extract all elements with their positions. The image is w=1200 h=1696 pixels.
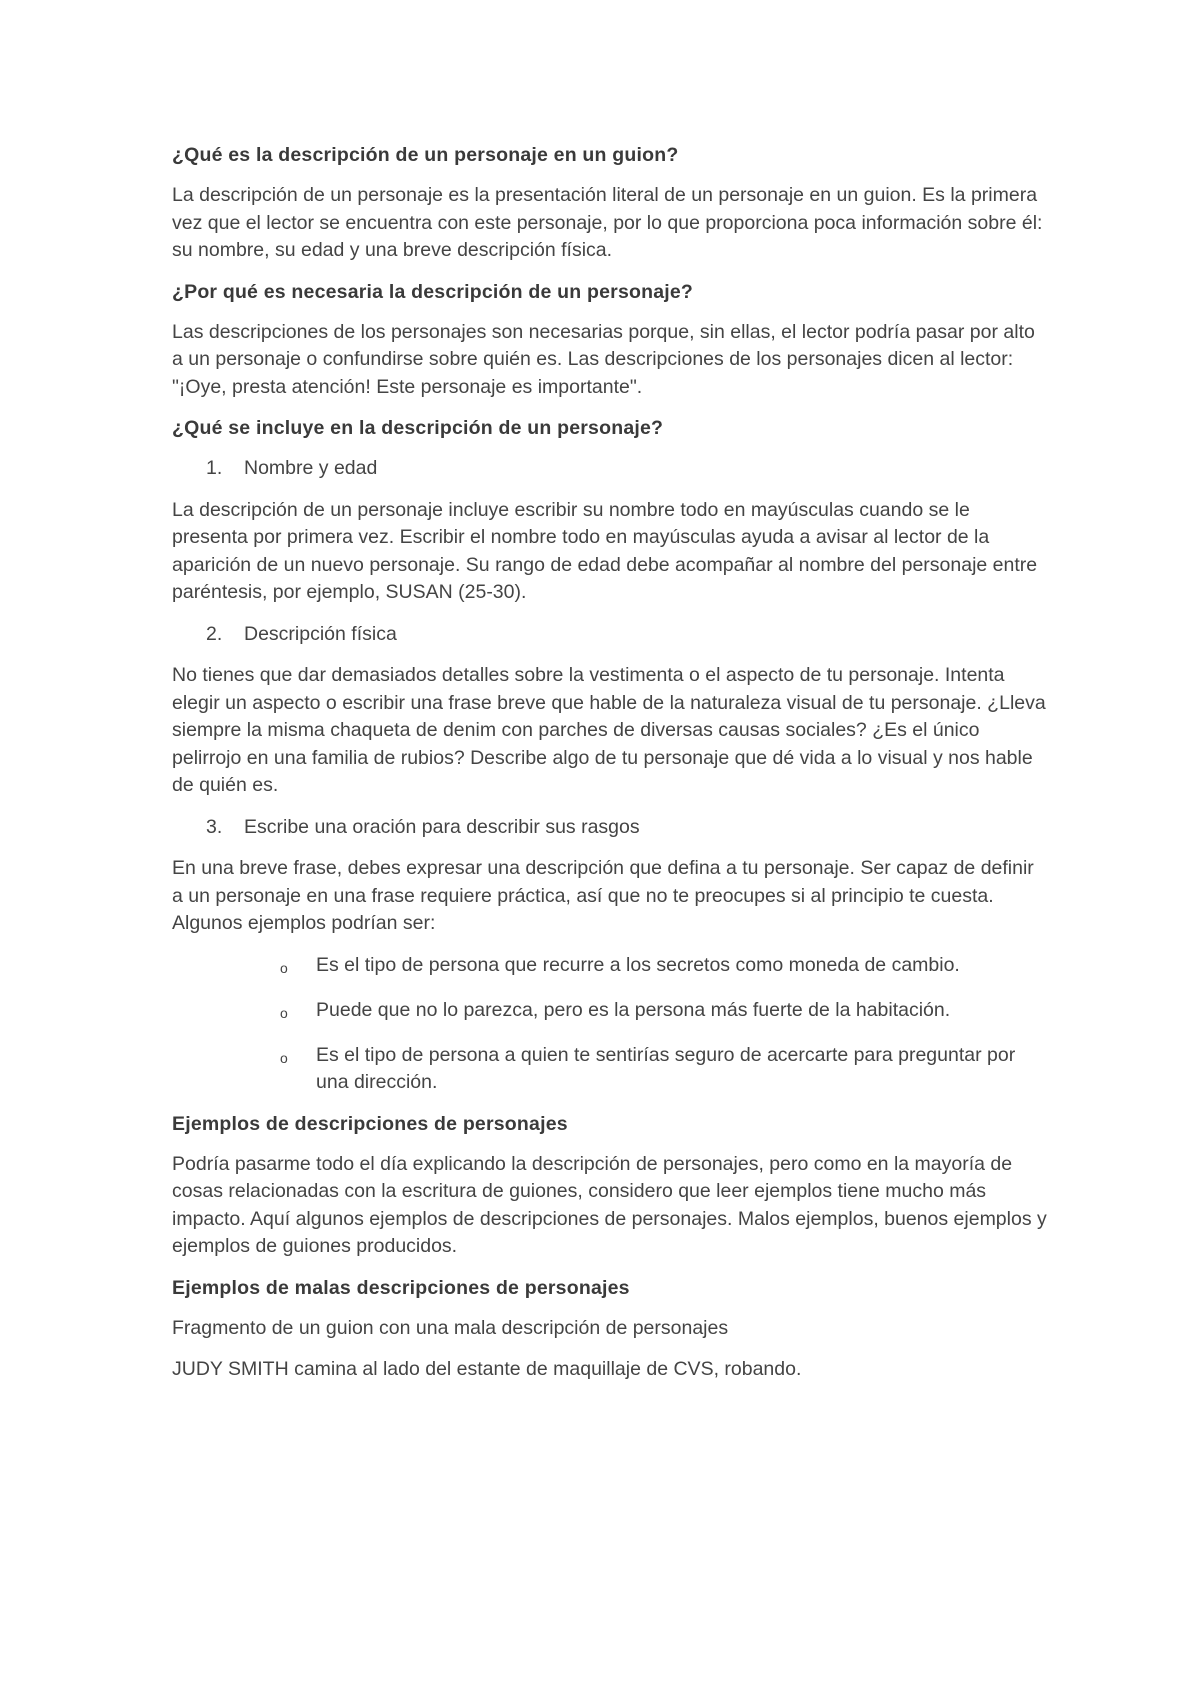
list-number: 2. bbox=[206, 622, 223, 645]
bullet-text: Puede que no lo parezca, pero es la persona más fuerte de la habitación. bbox=[316, 998, 951, 1021]
paragraph-name-age: La descripción de un personaje incluye escribir su nombre todo en mayúsculas cuando se le presenta por primera vez. Escribir el nombre todo en mayúsculas ayuda a avisar al lector de la aparición de un nuevo personaje. Su rango de edad debe acompañar al nombre del personaje entre paréntesis, por ejemplo, SUSAN (25-30). bbox=[172, 498, 1038, 603]
heading-why-necessary: ¿Por qué es necesaria la descripción de un personaje? bbox=[172, 280, 694, 303]
heading-bad-examples: Ejemplos de malas descripciones de personajes bbox=[172, 1276, 630, 1299]
list-number: 3. bbox=[206, 815, 223, 838]
numbered-item-name-age bbox=[172, 455, 1050, 483]
examples-bullet-list bbox=[172, 952, 1050, 1097]
bullet-text: Es el tipo de persona a quien te sentirías seguro de acercarte para preguntar por una dirección. bbox=[316, 1043, 1016, 1093]
list-item bbox=[172, 952, 1050, 983]
circle-bullet-icon: o bbox=[280, 1049, 288, 1066]
paragraph-traits: En una breve frase, debes expresar una descripción que defina a tu personaje. Ser capaz de definir a un personaje en una frase requiere práctica, así que no te preocupes si al principio te cuesta. Algunos ejemplos podrían ser: bbox=[172, 857, 1034, 934]
heading-what-included: ¿Qué se incluye en la descripción de un personaje? bbox=[172, 417, 664, 439]
paragraph-what-is: La descripción de un personaje es la presentación literal de un personaje en un guion. Es la primera vez que el lector se encuentra con este personaje, por lo que proporciona poca información sobre él: su nombre, su edad y una breve descripción física. bbox=[172, 184, 1043, 261]
numbered-item-traits bbox=[172, 814, 1050, 842]
list-item bbox=[172, 997, 1050, 1028]
list-item-label: Escribe una oración para describir sus rasgos bbox=[244, 815, 640, 838]
bullet-text: Es el tipo de persona que recurre a los secretos como moneda de cambio. bbox=[316, 953, 960, 976]
numbered-item-physical bbox=[172, 621, 1050, 649]
paragraph-physical: No tienes que dar demasiados detalles sobre la vestimenta o el aspecto de tu personaje. Intenta elegir un aspecto o escribir una frase breve que hable de la naturaleza visual de tu personaje. ¿Lleva siempre la misma chaqueta de denim con parches de diversas causas sociales? ¿Es el único pelirrojo en una familia de rubios? Describe algo de tu personaje que dé vida a lo visual y nos hable de quién es. bbox=[172, 664, 1046, 796]
list-item bbox=[172, 1042, 1050, 1097]
heading-what-is: ¿Qué es la descripción de un personaje en un guion? bbox=[172, 144, 679, 166]
list-item-label: Nombre y edad bbox=[244, 457, 378, 479]
list-number: 1. bbox=[206, 457, 223, 479]
paragraph-judy-smith: JUDY SMITH camina al lado del estante de maquillaje de CVS, robando. bbox=[172, 1358, 802, 1380]
paragraph-examples: Podría pasarme todo el día explicando la descripción de personajes, pero como en la mayoría de cosas relacionadas con la escritura de guiones, considero que leer ejemplos tiene mucho más impacto. Aquí algunos ejemplos de descripciones de personajes. Malos ejemplos, buenos ejemplos y ejemplos de guiones producidos. bbox=[172, 1152, 1047, 1257]
circle-bullet-icon: o bbox=[280, 959, 288, 976]
paragraph-why-necessary: Las descripciones de los personajes son necesarias porque, sin ellas, el lector podría pasar por alto a un personaje o confundirse sobre quién es. Las descripciones de los personajes dicen al lector: "¡Oye, presta atención! Este personaje es importante". bbox=[172, 320, 1035, 398]
circle-bullet-icon: o bbox=[280, 1004, 288, 1021]
paragraph-bad-fragment: Fragmento de un guion con una mala descripción de personajes bbox=[172, 1316, 729, 1339]
heading-examples: Ejemplos de descripciones de personajes bbox=[172, 1112, 568, 1135]
list-item-label: Descripción física bbox=[244, 622, 397, 645]
